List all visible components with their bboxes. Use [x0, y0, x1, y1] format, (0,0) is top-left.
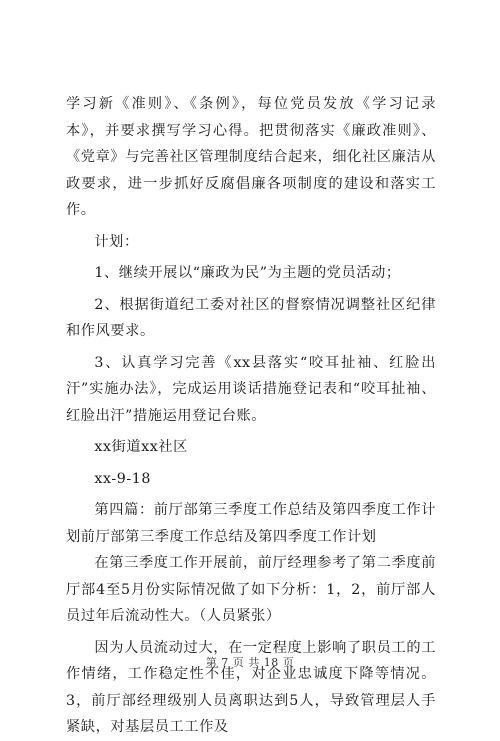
paragraph-signature-org: xx街道xx社区 [94, 439, 188, 455]
page-number-footer: 第 7 页 共 18 页 [205, 656, 295, 669]
paragraph-section-title: 第四篇：前厅部第三季度工作总结及第四季度工作计划前厅部第三季度工作总结及第四季度工作计划 [66, 502, 436, 545]
paragraph-plan-item-2: 2、根据街道纪工委对社区的督察情况调整社区纪律和作风要求。 [66, 296, 436, 339]
paragraph-plan-item-3: 3、认真学习完善《xx县落实“咬耳扯袖、红脸出汗”实施办法》，完成运用谈话措施登记表和“咬耳扯袖、红脸出汗”措施运用登记台账。 [66, 354, 436, 424]
paragraph-signature-date: xx-9-18 [94, 470, 152, 487]
document-body [66, 91, 436, 741]
paragraph-plan-item-1: 1、继续开展以“廉政为民”为主题的党员活动； [94, 265, 401, 281]
paragraph-analysis: 在第三季度工作开展前，前厅经理参考了第二季度前厅部4至5月份实际情况做了如下分析：1，2，前厅部人员过年后流动性大。（人员紧张） [66, 555, 436, 624]
paragraph-study: 学习新《准则》、《条例》，每位党员发放《学习记录本》，并要求撰写学习心得。把贯彻落实《廉政准则》、《党章》与完善社区管理制度结合起来，细化社区廉洁从政要求，进一步抓好反腐倡廉各项制度的建设和落实工作。 [66, 96, 436, 218]
paragraph-staff-turnover: 因为人员流动过大，在一定程度上影响了职员工的工作情绪，工作稳定性不佳，对企业忠诚度下降等情况。3，前厅部经理级别人员离职达到5人，导致管理层人手紧缺，对基层员工工作及 [66, 639, 436, 735]
paragraph-plan-heading: 计划： [94, 233, 139, 250]
